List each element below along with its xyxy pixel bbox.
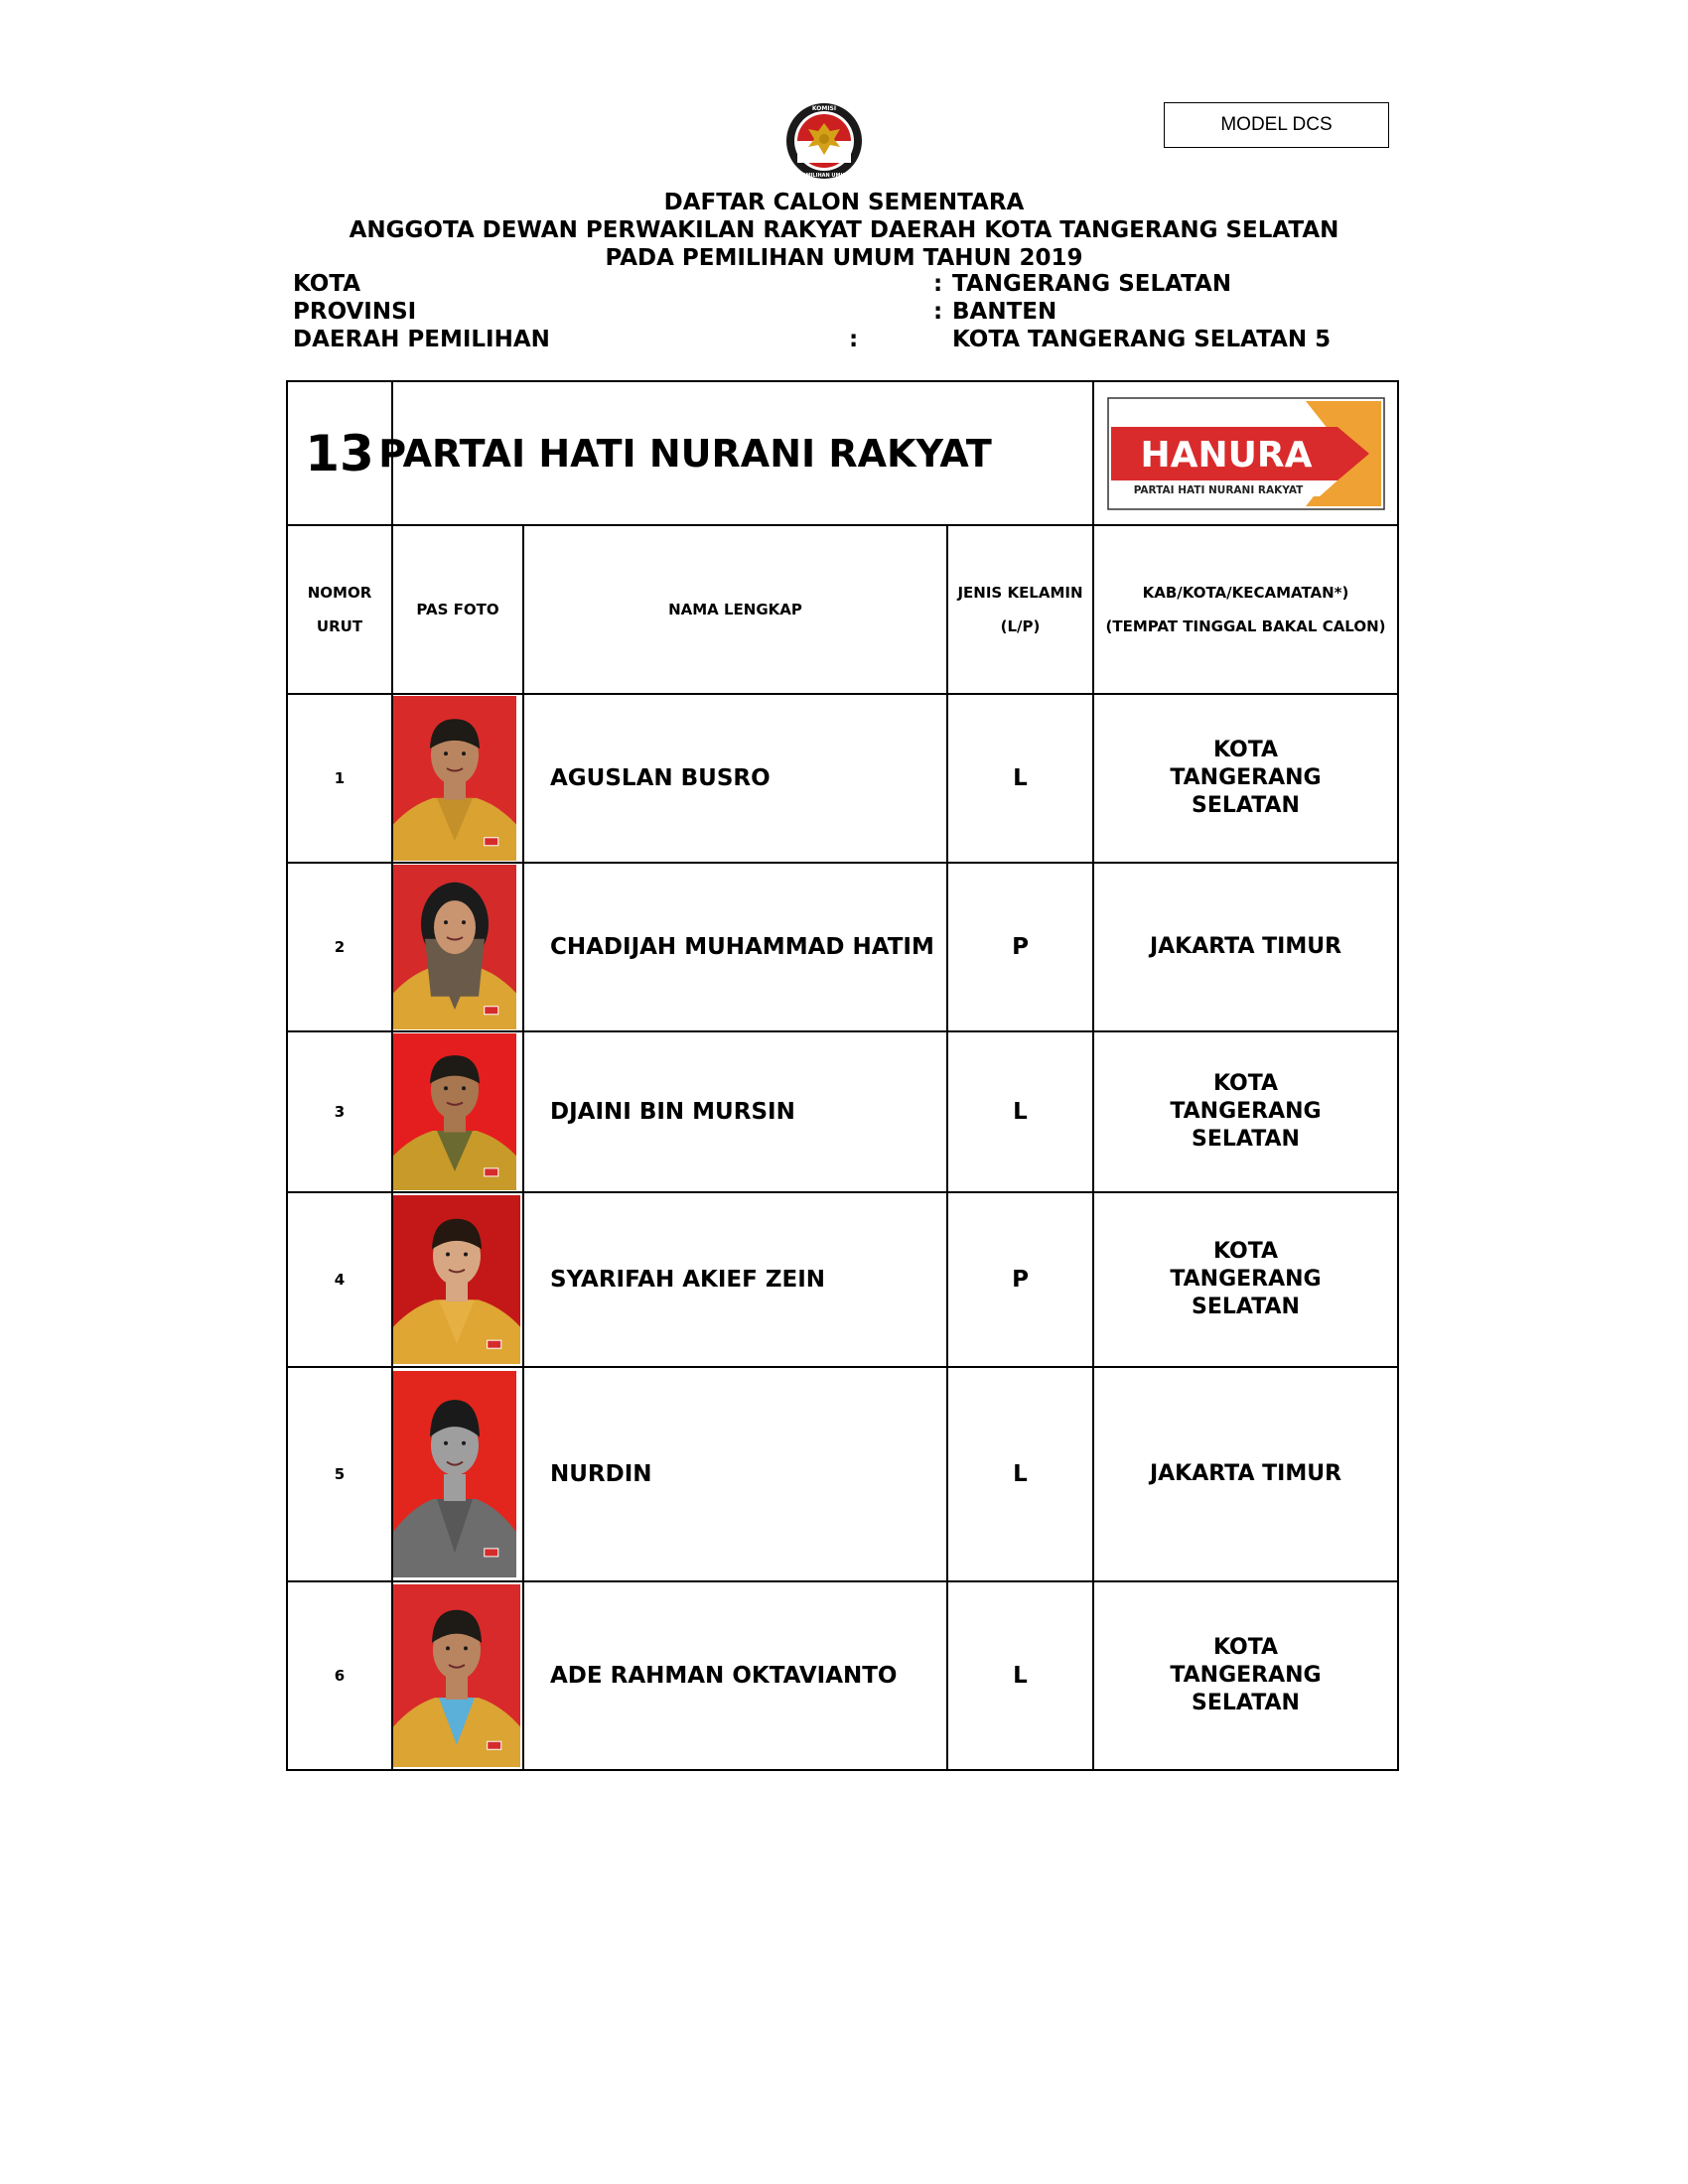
photo-eye — [462, 1086, 466, 1090]
photo-party-pin — [485, 1007, 498, 1015]
info-label-kota: KOTA — [293, 271, 361, 297]
info-value-kota: TANGERANG SELATAN — [952, 271, 1232, 297]
info-colon-kota: : — [933, 271, 943, 297]
candidate-row — [287, 1581, 1398, 1770]
candidate-sex: P — [947, 863, 1093, 1031]
photo-party-pin — [488, 1741, 501, 1749]
photo-party-pin — [485, 1168, 498, 1176]
candidate-photo-cell — [392, 1192, 523, 1367]
candidate-address-text: JAKARTA TIMUR — [1149, 934, 1342, 959]
info-label-provinsi: PROVINSI — [293, 299, 417, 325]
party-name — [378, 381, 1093, 525]
candidate-row — [287, 694, 1398, 863]
title-line-2: ANGGOTA DEWAN PERWAKILAN RAKYAT DAERAH KOTA TANGERANG SELATAN — [349, 217, 1339, 243]
header-nomor-line-2: URUT — [316, 617, 363, 635]
header-nama-lengkap: NAMA LENGKAP — [523, 525, 947, 694]
photo-eye — [444, 751, 448, 755]
candidate-row — [287, 1192, 1398, 1367]
photo-eye — [444, 920, 448, 924]
info-label-dapil: DAERAH PEMILIHAN — [293, 327, 550, 352]
candidate-address — [1093, 1192, 1398, 1367]
header-nomor-urut — [287, 525, 392, 694]
photo-party-pin — [485, 1549, 498, 1557]
region-info — [293, 270, 1425, 353]
photo-eye — [462, 751, 466, 755]
party-number: 13 — [287, 381, 392, 525]
candidate-sex: L — [947, 694, 1093, 863]
candidate-number: 2 — [287, 863, 392, 1031]
info-colon-provinsi: : — [933, 299, 943, 325]
hanura-logo-icon — [1107, 397, 1385, 510]
candidate-row — [287, 1367, 1398, 1581]
candidate-name: DJAINI BIN MURSIN — [523, 1031, 947, 1192]
candidate-photo — [393, 1584, 520, 1767]
header-kab-line-1: KAB/KOTA/KECAMATAN*) — [1142, 584, 1349, 602]
candidate-sex: L — [947, 1367, 1093, 1581]
photo-eye — [444, 1441, 448, 1445]
candidate-photo — [393, 1195, 520, 1364]
candidate-address — [1093, 694, 1398, 863]
candidate-photo-cell — [392, 1031, 523, 1192]
model-label-box — [1164, 102, 1389, 148]
candidate-number: 1 — [287, 694, 392, 863]
candidate-number: 4 — [287, 1192, 392, 1367]
photo-eye — [446, 1253, 450, 1257]
candidate-address — [1093, 1581, 1398, 1770]
party-row — [287, 381, 1398, 525]
header-nomor-line-1: NOMOR — [307, 584, 372, 602]
photo-eye — [446, 1646, 450, 1650]
candidate-sex: L — [947, 1581, 1093, 1770]
candidate-photo-cell — [392, 863, 523, 1031]
candidate-address — [1093, 1031, 1398, 1192]
candidate-photo — [393, 696, 516, 861]
photo-eye — [444, 1086, 448, 1090]
candidate-name: ADE RAHMAN OKTAVIANTO — [523, 1581, 947, 1770]
info-row-kota — [293, 270, 1425, 298]
candidate-photo-cell — [392, 1581, 523, 1770]
candidate-row — [287, 863, 1398, 1031]
candidate-name: NURDIN — [523, 1367, 947, 1581]
candidate-sex: P — [947, 1192, 1093, 1367]
candidate-number: 3 — [287, 1031, 392, 1192]
candidate-photo — [393, 1033, 516, 1190]
candidate-address-text: KOTA TANGERANG SELATAN — [1170, 1239, 1322, 1319]
candidate-sex: L — [947, 1031, 1093, 1192]
info-value-provinsi: BANTEN — [952, 299, 1057, 325]
header-jenis-kelamin — [947, 525, 1093, 694]
candidate-address-text: JAKARTA TIMUR — [1149, 1461, 1342, 1486]
candidate-row — [287, 1031, 1398, 1192]
kpu-emblem-icon — [784, 101, 864, 181]
info-row-dapil — [293, 326, 1425, 353]
header-jenis-line-1: JENIS KELAMIN — [957, 584, 1083, 602]
candidate-address — [1093, 1367, 1398, 1581]
header-pas-foto: PAS FOTO — [392, 525, 523, 694]
candidate-photo — [393, 865, 516, 1029]
photo-party-pin — [488, 1340, 501, 1348]
candidate-address-text: KOTA TANGERANG SELATAN — [1170, 738, 1322, 818]
candidate-name: CHADIJAH MUHAMMAD HATIM — [523, 863, 947, 1031]
candidate-address-text: KOTA TANGERANG SELATAN — [1170, 1071, 1322, 1152]
candidate-address-text: KOTA TANGERANG SELATAN — [1170, 1635, 1322, 1715]
photo-face — [434, 900, 476, 954]
header-kab-kota — [1093, 525, 1398, 694]
candidate-table — [286, 380, 1399, 1771]
candidate-number: 5 — [287, 1367, 392, 1581]
candidate-photo — [393, 1371, 516, 1577]
header-kab-line-2: (TEMPAT TINGGAL BAKAL CALON) — [1105, 617, 1386, 635]
candidate-number: 6 — [287, 1581, 392, 1770]
info-row-provinsi — [293, 298, 1425, 326]
photo-eye — [464, 1646, 468, 1650]
hanura-logo-text: HANURA — [1140, 434, 1312, 476]
candidate-photo-cell — [392, 694, 523, 863]
party-logo-cell — [1093, 381, 1398, 525]
info-colon-dapil: : — [849, 327, 859, 352]
photo-eye — [464, 1253, 468, 1257]
emblem-top-text: KOMISI — [811, 105, 837, 112]
title-line-1: DAFTAR CALON SEMENTARA — [663, 190, 1025, 215]
candidate-name: SYARIFAH AKIEF ZEIN — [523, 1192, 947, 1367]
model-label: MODEL DCS — [1220, 114, 1333, 135]
header-row — [287, 525, 1398, 694]
title-line-3: PADA PEMILIHAN UMUM TAHUN 2019 — [605, 245, 1083, 271]
photo-neck — [444, 1474, 466, 1501]
photo-eye — [462, 1441, 466, 1445]
photo-party-pin — [485, 838, 498, 846]
photo-eye — [462, 920, 466, 924]
info-value-dapil: KOTA TANGERANG SELATAN 5 — [952, 327, 1332, 352]
candidate-photo-cell — [392, 1367, 523, 1581]
party-name-text: PARTAI HATI NURANI RAKYAT — [378, 431, 992, 476]
hanura-logo-subtext: PARTAI HATI NURANI RAKYAT — [1133, 483, 1303, 496]
candidate-address — [1093, 863, 1398, 1031]
emblem-bottom-text: PEMILIHAN UMUM — [798, 173, 850, 179]
header-jenis-line-2: (L/P) — [1000, 617, 1041, 635]
candidate-name: AGUSLAN BUSRO — [523, 694, 947, 863]
document-titles — [0, 189, 1688, 272]
